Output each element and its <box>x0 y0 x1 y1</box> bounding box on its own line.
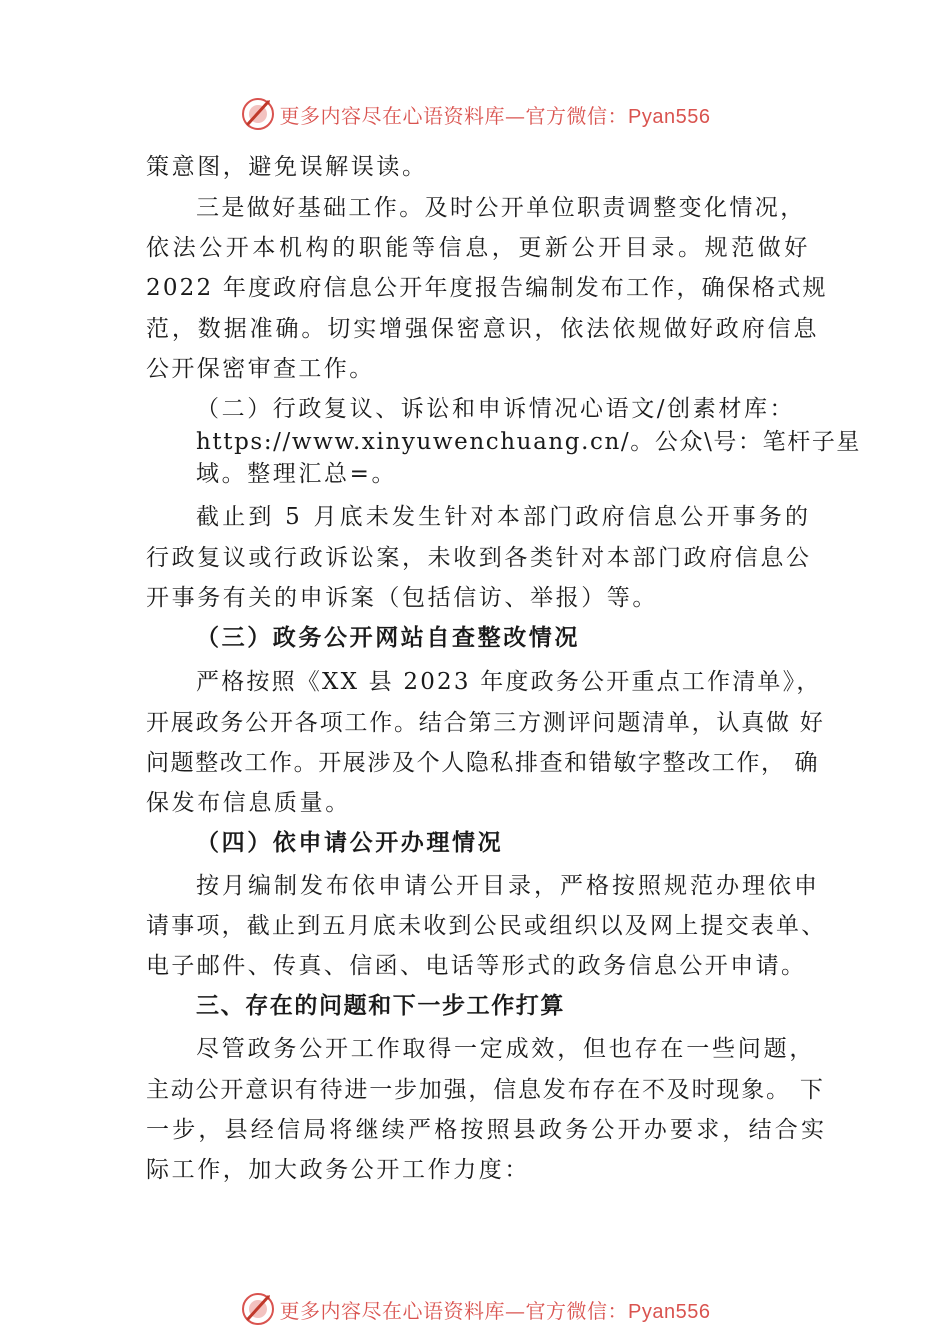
paragraph-line: 行政复议或行政诉讼案，未收到各类针对本部门政府信息公 <box>146 545 812 571</box>
chapter-heading: 三、存在的问题和下一步工作打算 <box>196 993 565 1019</box>
section-heading: （四）依申请公开办理情况 <box>196 829 504 856</box>
paragraph-line: 电子邮件、传真、信函、电话等形式的政务信息公开申请。 <box>146 953 807 979</box>
paragraph-line: 三是做好基础工作。及时公开单位职责调整变化情况， <box>196 195 806 221</box>
watermark-text: 更多内容尽在心语资料库—官方微信：Pyan556 <box>279 1298 711 1323</box>
paragraph-line: 请事项，截止到五月底未收到公民或组织以及网上提交表单、 <box>146 913 827 939</box>
paragraph-line: 严格按照《XX 县 2023 年度政务公开重点工作清单》， <box>196 669 822 695</box>
paragraph-line: 尽管政务公开工作取得一定成效，但也存在一些问题， <box>196 1036 816 1062</box>
paragraph-line: 际工作，加大政务公开工作力度： <box>146 1157 530 1183</box>
paragraph-line: 域。整理汇总=。 <box>196 461 398 487</box>
watermark-text: 更多内容尽在心语资料库—官方微信：Pyan556 <box>279 103 711 128</box>
paragraph-line: 一步，县经信局将继续严格按照县政务公开办要求，结合实 <box>146 1117 828 1143</box>
logo-icon <box>240 1291 276 1327</box>
logo-icon <box>240 96 276 132</box>
paragraph-line: 公开保密审查工作。 <box>146 356 375 382</box>
paragraph-line: 保发布信息质量。 <box>146 790 351 816</box>
paragraph-line: 2022 年度政府信息公开年度报告编制发布工作，确保格式规 <box>146 275 828 301</box>
footer-watermark <box>0 1289 950 1329</box>
paragraph-line: 依法公开本机构的职能等信息，更新公开目录。规范做好 <box>146 235 811 261</box>
paragraph-line: 开事务有关的申诉案（包括信访、举报）等。 <box>146 585 658 611</box>
paragraph-line: 范，数据准确。切实增强保密意识，依法依规做好政府信息 <box>146 316 820 342</box>
paragraph-line: 问题整改工作。开展涉及个人隐私排查和错敏字整改工作， 确 <box>146 750 820 776</box>
header-watermark <box>0 94 950 134</box>
paragraph-line: 截止到 5 月底未发生针对本部门政府信息公开事务的 <box>196 504 812 530</box>
section-heading: （二）行政复议、诉讼和申诉情况心语文/创素材库： <box>196 396 796 422</box>
paragraph-line: https://www.xinyuwenchuang.cn/。公众\号：笔杆子星 <box>196 429 862 455</box>
paragraph-line: 按月编制发布依申请公开目录，严格按照规范办理依申 <box>196 873 820 899</box>
paragraph-line: 主动公开意识有待进一步加强，信息发布存在不及时现象。 下 <box>146 1077 825 1103</box>
paragraph-line: 策意图，避免误解误读。 <box>146 154 428 180</box>
section-heading: （三）政务公开网站自查整改情况 <box>196 624 580 651</box>
paragraph-line: 开展政务公开各项工作。结合第三方测评问题清单，认真做 好 <box>146 710 825 736</box>
